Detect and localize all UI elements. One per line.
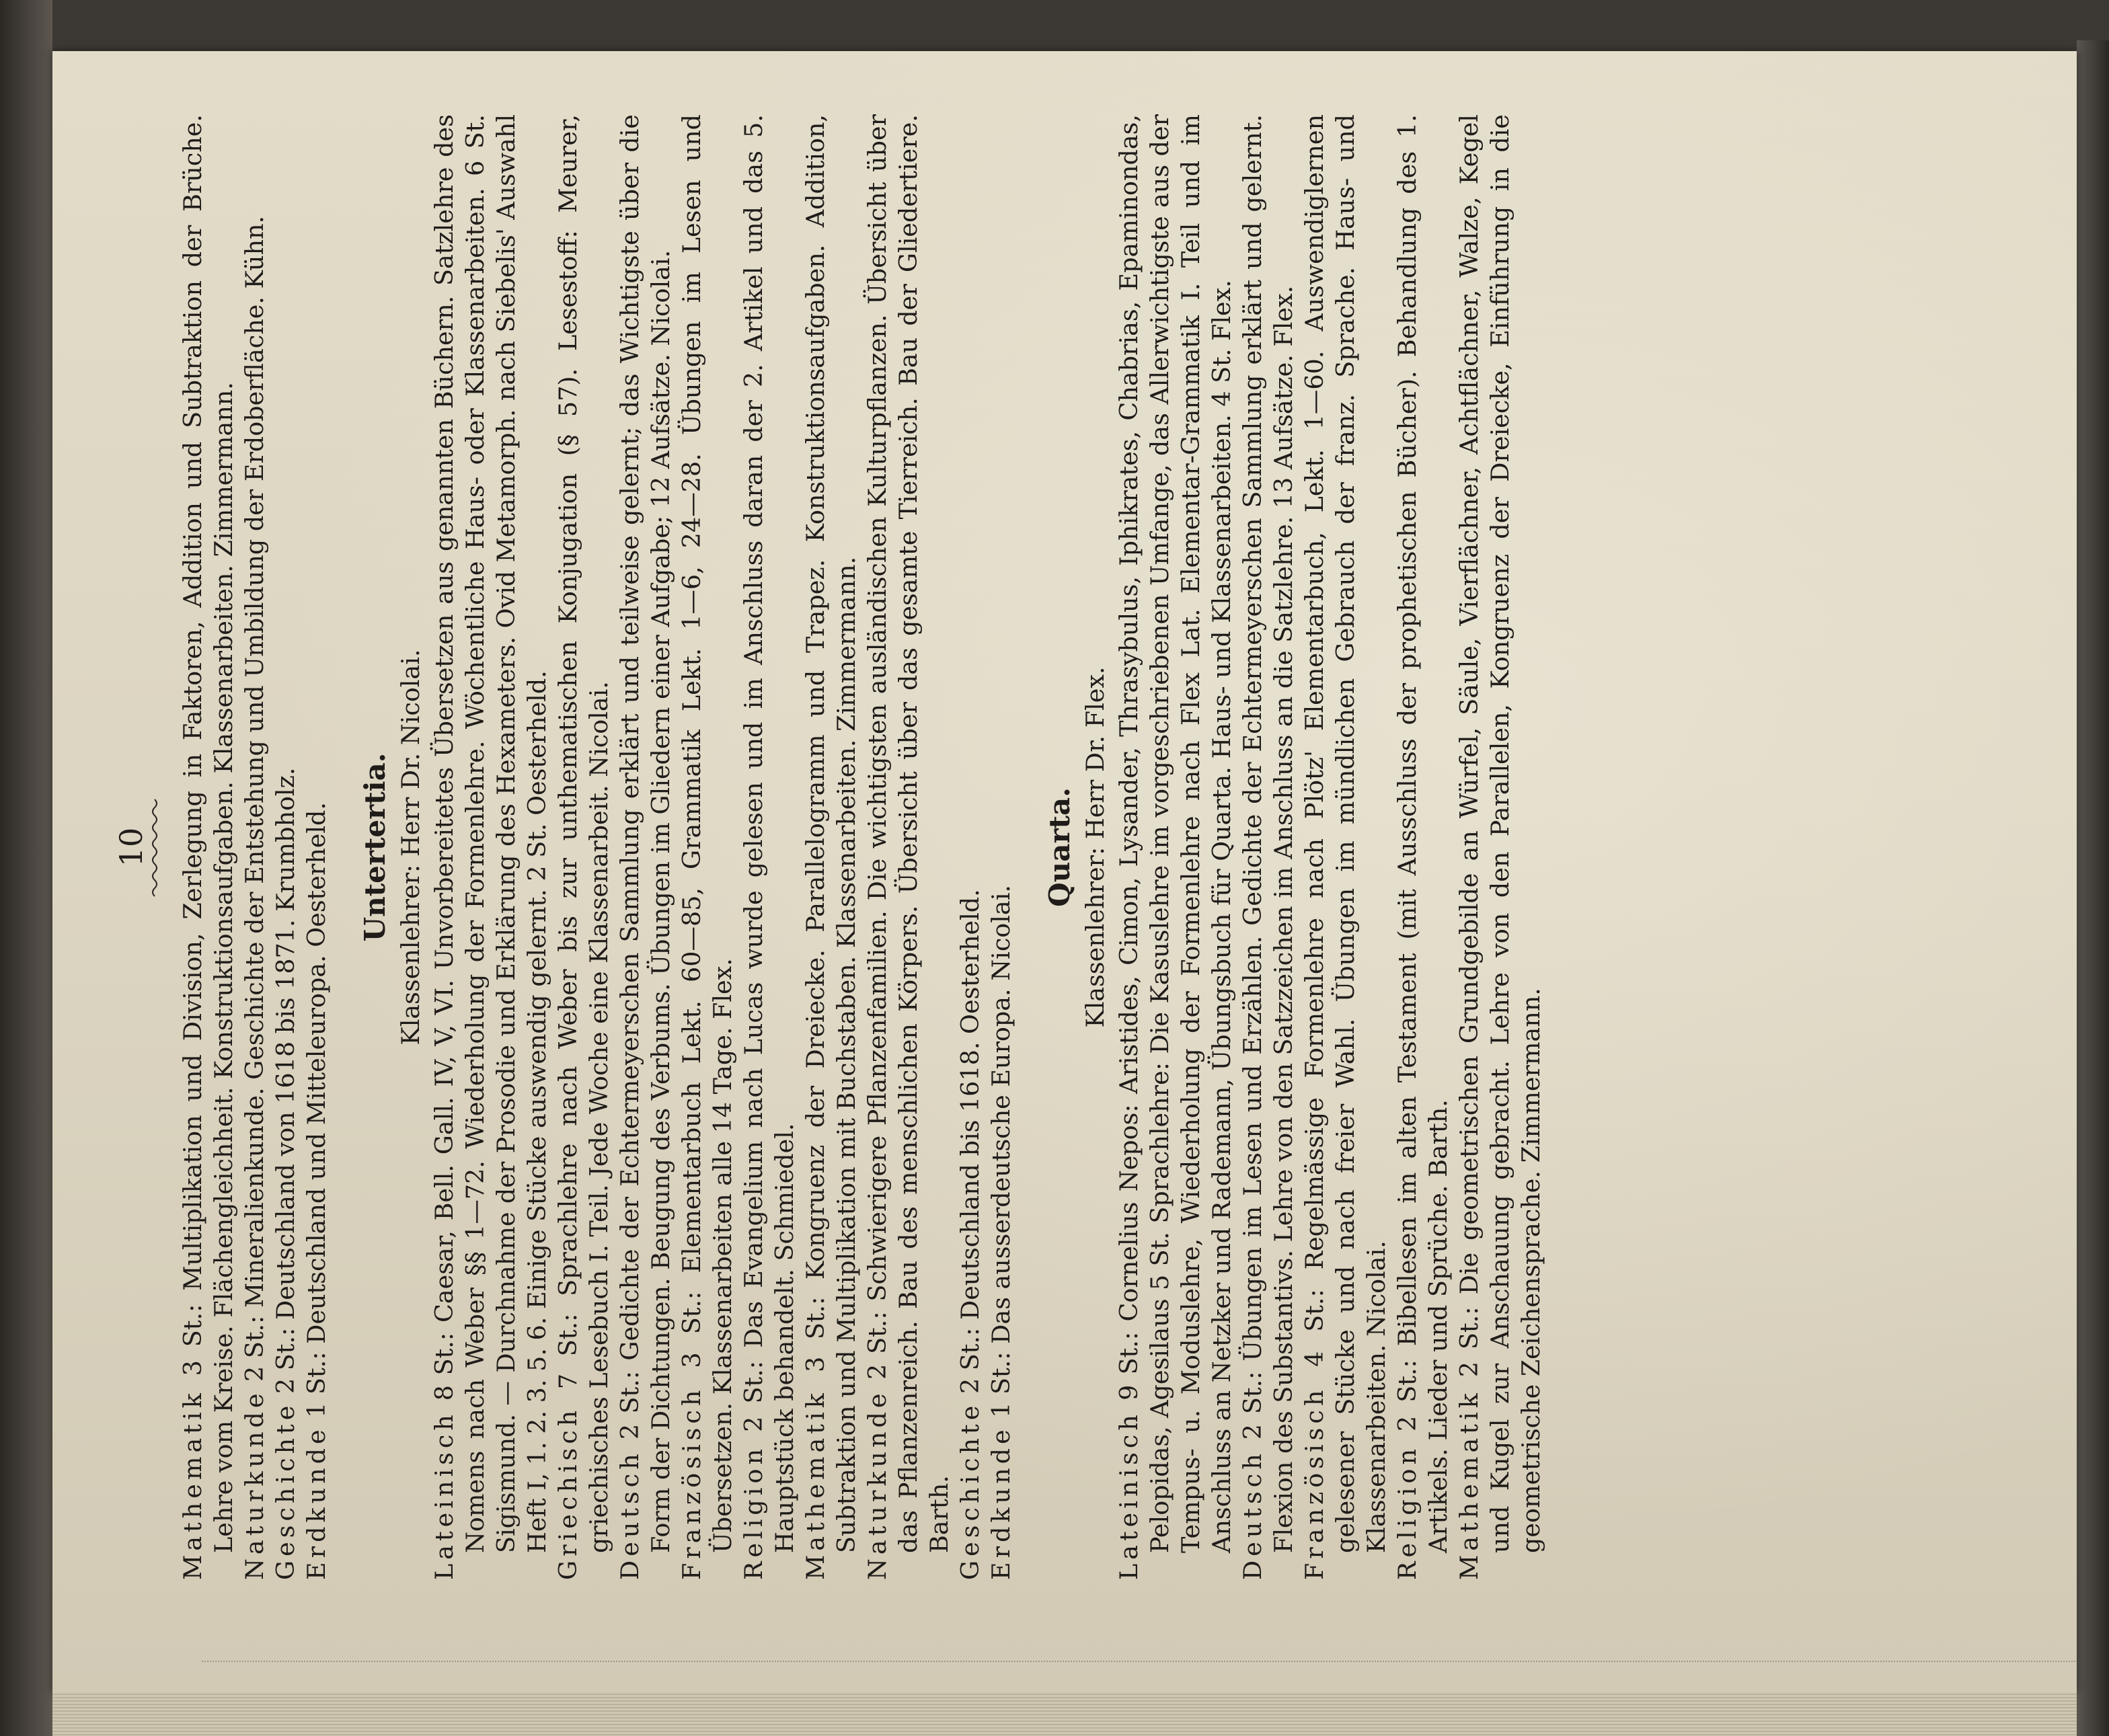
entry-text: 2 St.: Mineralienkunde. Geschichte der Entstehung und Umbildung der Erdoberfläche. Kühn. (240, 215, 269, 1382)
book-cover-edge (0, 0, 52, 1736)
rotated-text-block (87, 74, 1836, 1620)
subject-label: Mathematik (801, 1389, 830, 1580)
entry-text: 9 St.: Cornelius Nepos: Aristides, Cimon, Lysander, Thrasybulus, Iphikrates, Chabrias, Epaminondas, Pelopidas, Agesilaus 5 St. Sprachlehre: Die Kasuslehre im vorgeschriebenen Umfange, das Allerwichtigste aus der Tempus- u. Moduslehre, Wiederholung der Formenlehre nach Flex Lat. Elementar-Grammatik I. Teil und im Anschluss an Netzker und Rademann, Übungsbuch für Quarta. Haus- und Klassenarbeiten. 4 St. Flex. (1114, 114, 1236, 1553)
untertertia-section (358, 114, 1017, 1580)
subject-label: Deutsch (615, 1450, 644, 1580)
subject-label: Geschichte (271, 1401, 300, 1580)
entry-text: 3 St.: Multiplikation und Division, Zerlegung in Faktoren, Addition und Subtraktion der Brüche. Lehre vom Kreise. Flächengleichheit. Konstruktionsaufgaben. Klassenarbeiten. Zimmermann. (178, 114, 238, 1553)
entry-deutsch (615, 114, 677, 1580)
entry-lateinisch (1114, 114, 1237, 1580)
top-entry-geschichte (270, 114, 301, 1580)
top-entry-naturkunde (239, 114, 270, 1580)
entry-text: 3 St.: Kongruenz der Dreiecke. Parallelogramm und Trapez. Konstruktionsaufgaben. Addition, Subtraktion und Multiplikation mit Buchstaben. Klassenarbeiten. Zimmermann. (801, 114, 861, 1553)
entry-text: 2 St.: Bibellesen im alten Testament (mit Ausschluss der prophetischen Bücher). Behandlung des 1. Artikels. Lieder und Sprüche. Barth. (1393, 114, 1453, 1553)
entry-text: 4 St.: Regelmässige Formenlehre nach Plötz' Elementarbuch, Lekt. 1—60. Auswendiglernen gelesener Stücke und nach freier Wahl. Übungen im mündlichen Gebrauch der franz. Sprache. Haus- und Klassenarbeiten. Nicolai. (1300, 114, 1391, 1553)
entry-franzoesisch (1299, 114, 1392, 1580)
entry-geschichte (955, 114, 986, 1580)
subject-label: Naturkunde (240, 1389, 269, 1580)
section-heading-untertertia: Untertertia. (358, 752, 391, 942)
page-number: 10 (113, 827, 149, 867)
entry-mathematik (1454, 114, 1547, 1580)
top-entry-mathematik (178, 114, 239, 1580)
entry-text: 2 St.: Die geometrischen Grundgebilde an Würfel, Säule, Vierflächner, Achtflächner, Walze, Kegel und Kugel zur Anschauung gebracht. Lehre von den Parallelen, Kongruenz der Dreiecke, Einführung in die geometrische Zeichensprache. Zimmermann. (1455, 114, 1545, 1553)
entry-lateinisch (429, 114, 553, 1580)
entry-text: 1 St.: Deutschland und Mitteleuropa. Oesterheld. (302, 801, 331, 1418)
entry-erdkunde (986, 114, 1017, 1580)
entry-text: 2 St.: Deutschland bis 1618. Oesterheld. (956, 889, 985, 1394)
entry-mathematik (800, 114, 862, 1580)
subject-label: Mathematik (1455, 1389, 1484, 1580)
entry-text: 2 St.: Übungen im Lesen und Erzählen. Gedichte der Echtermeyerschen Sammlung erklärt und gelernt. Flexion des Substantivs. Lehre von den Satzzeichen im Anschluss an die Satzlehre. 13 Aufsätze. Flex. (1238, 114, 1298, 1553)
entry-text: 2 St.: Deutschland von 1618 bis 1871. Krumbholz. (271, 767, 300, 1394)
entry-text: 2 St.: Das Evangelium nach Lucas wurde gelesen und im Anschluss daran der 2. Artikel und das 5. Hauptstück behandelt. Schmiedel. (739, 114, 799, 1553)
subject-label: Geschichte (956, 1401, 985, 1580)
subject-label: Religion (1393, 1445, 1422, 1580)
subject-label: Lateinisch (1114, 1411, 1143, 1580)
entry-text: 2 St.: Schwierigere Pflanzenfamilien. Die wichtigsten ausländischen Kulturpflanzen. Übersicht über das Pflanzenreich. Bau des menschlichen Körpers. Übersicht über das gesamte Tierreich. Bau der Gliedertiere. Barth. (863, 114, 954, 1553)
ornament-squiggle-icon (151, 797, 159, 898)
entry-text: 3 St.: Elementarbuch Lekt. 60—85, Grammatik Lekt. 1—6, 24—28. Übungen im Lesen und Übersetzen. Klassenarbeiten alle 14 Tage. Flex. (677, 114, 737, 1553)
entry-religion (1392, 114, 1454, 1580)
subject-label: Mathematik (178, 1389, 207, 1580)
entry-text: 8 St.: Caesar, Bell. Gall. IV, V, VI. Unvorbereitetes Übersetzen aus genannten Büchern. Satzlehre des Nomens nach Weber §§ 1—72. Wiederholung der Formenlehre. Wöchentliche Haus- oder Klassenarbeiten. 6 St. Sigismund. — Durchnahme der Prosodie und Erklärung des Hexameters. Ovid Metamorph. nach Siebelis' Auswahl Heft I, 1. 2. 3. 5. 6. Einige Stücke auswendig gelernt. 2 St. Oesterheld. (430, 114, 551, 1553)
subject-label: Lateinisch (430, 1411, 459, 1580)
subject-label: Erdkunde (987, 1425, 1015, 1580)
top-section (178, 114, 332, 1580)
top-entry-erdkunde (301, 114, 332, 1580)
entry-naturkunde (862, 114, 955, 1580)
section-heading-quarta: Quarta. (1043, 787, 1076, 907)
entry-franzoesisch (677, 114, 738, 1580)
class-teacher-line: Klassenlehrer: Herr Dr. Nicolai. (396, 649, 425, 1045)
subject-label: Deutsch (1238, 1450, 1267, 1580)
subject-label: Französisch (677, 1386, 706, 1580)
page-fold-line (202, 1661, 2078, 1666)
entry-text: 1 St.: Das ausserdeutsche Europa. Nicolai. (987, 885, 1015, 1418)
entry-text: 2 St.: Gedichte der Echtermeyerschen Sammlung erklärt und teilweise gelernt; das Wichtigste über die Form der Dichtungen. Beugung des Verbums. Übungen im Gliedern einer Aufgabe; 12 Aufsätze. Nicolai. (615, 114, 675, 1553)
page-text (87, 74, 1836, 1620)
subject-label: Naturkunde (863, 1389, 892, 1580)
subject-label: Griechisch (553, 1406, 582, 1580)
page-right-edge (2077, 40, 2109, 1736)
entry-griechisch (553, 114, 615, 1580)
entry-religion (738, 114, 800, 1580)
class-teacher-line: Klassenlehrer: Herr Dr. Flex. (1081, 666, 1110, 1028)
entry-deutsch (1237, 114, 1299, 1580)
quarta-section (1042, 114, 1547, 1580)
subject-label: Erdkunde (302, 1425, 331, 1580)
entry-text: 7 St.: Sprachlehre nach Weber bis zur unthematischen Konjugation (§ 57). Lesestoff: Meurer, griechisches Lesebuch I. Teil. Jede Woche eine Klassenarbeit. Nicolai. (553, 114, 613, 1553)
page-stack-edges (52, 1692, 2077, 1736)
subject-label: Religion (739, 1445, 768, 1580)
subject-label: Französisch (1300, 1386, 1329, 1580)
